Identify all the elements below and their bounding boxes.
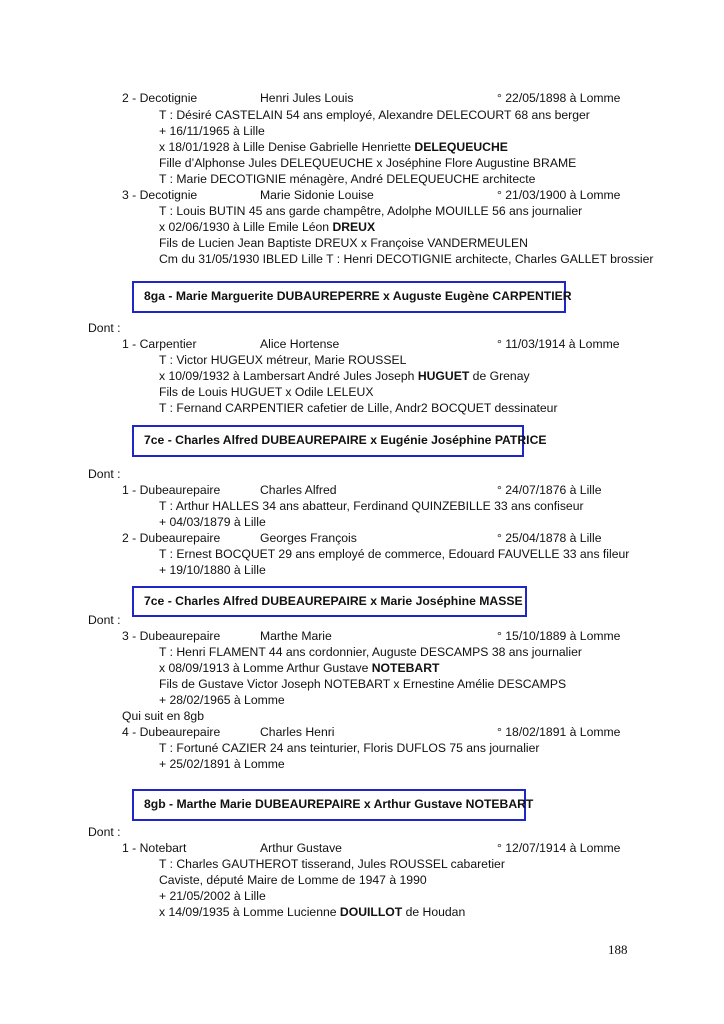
entry-birth: ° 11/03/1914 à Lomme — [497, 337, 620, 351]
dont-label: Dont : — [88, 613, 121, 627]
couple-heading-box: 8gb - Marthe Marie DUBEAUREPAIRE x Arthur Gustave NOTEBART — [132, 789, 526, 821]
witness-line: T : Victor HUGEUX métreur, Marie ROUSSEL — [159, 353, 407, 367]
witness-line: T : Louis BUTIN 45 ans garde champêtre, Adolphe MOUILLE 56 ans journalier — [159, 204, 583, 218]
death-line: + 25/02/1891 à Lomme — [159, 757, 285, 771]
witness-line: T : Désiré CASTELAIN 54 ans employé, Alexandre DELECOURT 68 ans berger — [159, 108, 590, 122]
parents-line: Fils de Louis HUGUET x Odile LELEUX — [159, 385, 374, 399]
entry-birth: ° 22/05/1898 à Lomme — [497, 91, 621, 105]
dont-label: Dont : — [88, 825, 121, 839]
entry-birth: ° 18/02/1891 à Lomme — [497, 725, 621, 739]
witness-line: T : Fortuné CAZIER 24 ans teinturier, Floris DUFLOS 75 ans journalier — [159, 741, 540, 755]
entry-birth: ° 12/07/1914 à Lomme — [497, 841, 621, 855]
entry-given-names: Henri Jules Louis — [260, 91, 354, 105]
page-number: 188 — [608, 942, 628, 957]
entry-number-name: 1 - Dubeaurepaire — [122, 483, 221, 497]
entry-given-names: Charles Henri — [260, 725, 335, 739]
couple-heading-box: 7ce - Charles Alfred DUBEAUREPAIRE x Eugénie Joséphine PATRICE — [132, 425, 524, 457]
entry-number-name: 2 - Dubeaurepaire — [122, 531, 221, 545]
contract-line: Cm du 31/05/1930 IBLED Lille T : Henri DECOTIGNIE architecte, Charles GALLET brossier — [159, 252, 654, 266]
entry-given-names: Marthe Marie — [260, 629, 332, 643]
parents-line: Fille d’Alphonse Jules DELEQUEUCHE x Joséphine Flore Augustine BRAME — [159, 156, 577, 170]
entry-given-names: Marie Sidonie Louise — [260, 188, 374, 202]
parents-line: Fils de Gustave Victor Joseph NOTEBART x Ernestine Amélie DESCAMPS — [159, 677, 567, 691]
witness-line: T : Ernest BOCQUET 29 ans employé de commerce, Edouard FAUVELLE 33 ans fileur — [159, 547, 630, 561]
follows-note: Qui suit en 8gb — [122, 709, 204, 723]
death-line: + 21/05/2002 à Lille — [159, 889, 266, 903]
entry-number-name: 3 - Dubeaurepaire — [122, 629, 221, 643]
entry-birth: ° 24/07/1876 à Lille — [497, 483, 602, 497]
death-line: + 19/10/1880 à Lille — [159, 563, 266, 577]
entry-given-names: Alice Hortense — [260, 337, 340, 351]
entry-given-names: Arthur Gustave — [260, 841, 342, 855]
dont-label: Dont : — [88, 467, 121, 481]
entry-number-name: 4 - Dubeaurepaire — [122, 725, 221, 739]
witness-line: T : Charles GAUTHEROT tisserand, Jules ROUSSEL cabaretier — [159, 857, 505, 871]
witness-line: T : Marie DECOTIGNIE ménagère, André DELEQUEUCHE architecte — [159, 172, 536, 186]
marriage-line: x 10/09/1932 à Lambersart André Jules Joseph HUGUET de Grenay — [159, 369, 530, 383]
entry-birth: ° 21/03/1900 à Lomme — [497, 188, 621, 202]
marriage-line: x 02/06/1930 à Lille Emile Léon DREUX — [159, 220, 376, 234]
death-line: + 28/02/1965 à Lomme — [159, 693, 285, 707]
entry-number-name: 3 - Decotignie — [122, 188, 198, 202]
witness-line: T : Arthur HALLES 34 ans abatteur, Ferdinand QUINZEBILLE 33 ans confiseur — [159, 499, 584, 513]
dont-label: Dont : — [88, 321, 121, 335]
witness-line: T : Henri FLAMENT 44 ans cordonnier, Auguste DESCAMPS 38 ans journalier — [159, 645, 582, 659]
entry-number-name: 2 - Decotignie — [122, 91, 198, 105]
parents-line: Fils de Lucien Jean Baptiste DREUX x Françoise VANDERMEULEN — [159, 236, 528, 250]
couple-heading-box: 8ga - Marie Marguerite DUBAUREPERRE x Auguste Eugène CARPENTIER — [132, 281, 566, 313]
death-line: + 16/11/1965 à Lille — [159, 124, 265, 138]
entry-number-name: 1 - Carpentier — [122, 337, 197, 351]
death-line: + 04/03/1879 à Lille — [159, 515, 266, 529]
entry-given-names: Charles Alfred — [260, 483, 337, 497]
career-line: Caviste, député Maire de Lomme de 1947 à 1990 — [159, 873, 427, 887]
marriage-line: x 14/09/1935 à Lomme Lucienne DOUILLOT de Houdan — [159, 905, 466, 919]
entry-birth: ° 25/04/1878 à Lille — [497, 531, 602, 545]
marriage-line: x 18/01/1928 à Lille Denise Gabrielle Henriette DELEQUEUCHE — [159, 140, 508, 154]
entry-birth: ° 15/10/1889 à Lomme — [497, 629, 621, 643]
entry-number-name: 1 - Notebart — [122, 841, 187, 855]
entry-given-names: Georges François — [260, 531, 357, 545]
marriage-line: x 08/09/1913 à Lomme Arthur Gustave NOTEBART — [159, 661, 440, 675]
witness-line: T : Fernand CARPENTIER cafetier de Lille, Andr2 BOCQUET dessinateur — [159, 401, 558, 415]
couple-heading-box: 7ce - Charles Alfred DUBEAUREPAIRE x Marie Joséphine MASSE — [132, 586, 527, 617]
